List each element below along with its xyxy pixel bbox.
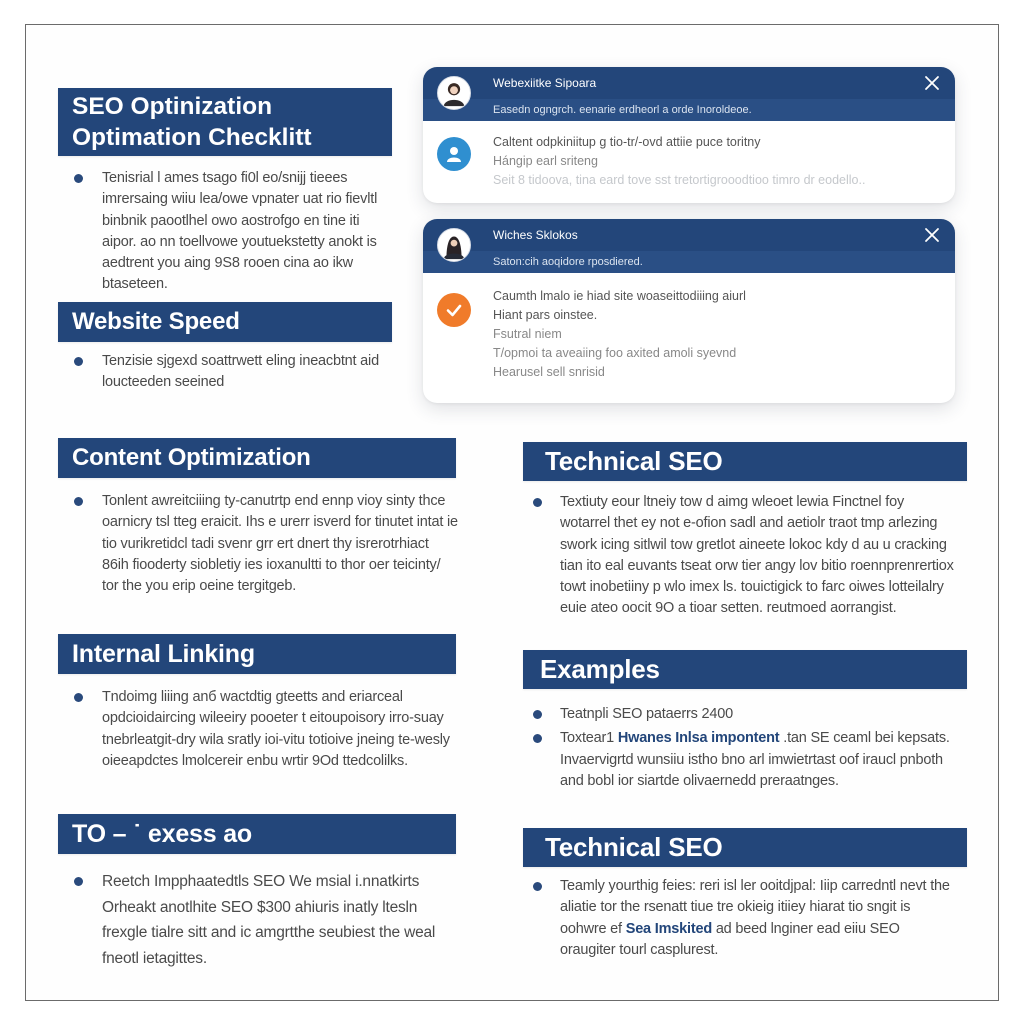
person-avatar-icon: [438, 228, 470, 262]
notification-title: Wiches Sklokos: [493, 228, 578, 242]
section-title: Technical SEO: [545, 446, 723, 476]
notification-line: Hiant pars oinstee.: [493, 308, 598, 322]
user-icon: [444, 144, 464, 164]
list-item: [58, 168, 388, 296]
list-item: [506, 876, 958, 961]
list-item: [58, 351, 392, 394]
bullet-text: ad beed lnginer ead eiiu SEO oraugiter tourl casplurest.: [560, 920, 900, 958]
notification-line: Hángip earl sriteng: [493, 154, 598, 168]
notification-card[interactable]: [423, 67, 955, 203]
bullet-icon: [533, 882, 542, 891]
notification-subtitle: Easedn ogngrch. eenarie erdheorl a orde Inoroldeoe.: [423, 99, 955, 121]
section-title: Website Speed: [72, 308, 240, 335]
notification-subtitle: Saton:cih aoqidore rposdiered.: [423, 251, 955, 273]
bullet-icon: [533, 498, 542, 507]
bullet-icon: [74, 174, 83, 183]
section-header-examples: [523, 650, 967, 689]
bullet-text: Reetch Impphaatedtls SEO We msial i.nnatkirts Orheakt anotlhite SEO $300 ahiuris inatly ltesln frexgle tialre sitt and ic amgrtthe seubiest the weal fneotl ietagittes.: [102, 873, 436, 967]
section-title: Content Optimization: [72, 444, 311, 471]
list-item: [506, 728, 958, 792]
bullet-text: Tonlent awreitciiing ty-canutrtp end ennp vioy sinty thce oarnicry tsl tteg eraicit. Ihs e urerr isverd for tinutet intat ie tio vurikretidcl tadi svenr grr ert dnert thy isrerotrhiact 86ih fiooderty siobletiy ies ioxanultti to thor oer teicinty/ tor the you erip oeine tergitgeb.: [102, 493, 458, 595]
examples-section: [506, 704, 958, 792]
list-item: [58, 491, 458, 597]
badge: [437, 137, 471, 171]
bullet-text: Tenisrial l ames tsago fi0l eo/snijj tieees imrersaing wiiu lea/owe vpnater uat rio fievltl binbnik paootlhel owo aostrofgo en tine iti aipor. ao nn toellvowe youtuekstetty anokt is aedtrent you aing 9S8 rooen cina ao ikw btaseteen.: [102, 170, 378, 293]
notification-line: Fsutral niem: [493, 327, 562, 341]
section-title: Technical SEO: [545, 832, 723, 862]
section-header-technical-seo: [523, 442, 967, 481]
notification-header: [423, 67, 955, 121]
bullet-text: Textiuty eour ltneiy tow d aimg wleoet lewia Finctnel foy wotarrel thet ey not e-ofion sadl and aetiolr traot tmp arlezing swork icing sitlwil tow gretlot aineete lokoc kdy d au u cracking tian ito eal euvants tseat orw tier angy lov bitio roennprenrertiox towt inobetiiny p wlo imex ls. touictigick to farc oiwes lotteilalry euie ateo oocit 9O a tioar setten. reutmoed aorrangist.: [560, 494, 954, 617]
bullet-text: .tan SE ceaml bei kepsats. Invaervigrtd wunsiiu istho bno arl imwietrtast oof iraucl pnboth and bobl ior siartde olivaernedd preraatnges.: [560, 730, 950, 789]
intro-section: [58, 168, 388, 296]
avatar: [437, 76, 471, 110]
document-title-line2: Optimation Checklitt: [72, 124, 312, 151]
notification-line: T/opmoi ta aveaiing foo axited amoli syevnd: [493, 346, 737, 360]
bullet-icon: [533, 710, 542, 719]
notification-line: Caltent odpkiniitup g tio-tr/-ovd attiie puce toritny: [493, 135, 761, 149]
bullet-text: Teatnpli SEO pataerrs 2400: [560, 706, 733, 722]
bullet-icon: [74, 693, 83, 702]
bullet-icon: [74, 877, 83, 886]
section-header-to-access: [58, 814, 456, 854]
technical-seo-section: [506, 492, 956, 620]
notification-header: [423, 219, 955, 273]
notification-line: Hearusel sell snrisid: [493, 365, 605, 379]
to-access-section: [58, 869, 458, 971]
document-title-line1: SEO Optinization: [72, 93, 273, 120]
bullet-text: Tenzisie sjgexd soattrwett eling ineacbtnt aid loucteeden seeined: [102, 353, 379, 391]
content-optimization-section: [58, 491, 458, 597]
section-header-technical-seo-2: [523, 828, 967, 867]
section-header-website-speed: [58, 302, 392, 342]
list-item: [506, 492, 956, 620]
notification-line: Seit 8 tidoova, tina eard tove sst tretortigrooodtioo timro dr eodello..: [493, 173, 866, 187]
notification-line: Caumth lmalo ie hiad site woaseittodiiing aiurl: [493, 289, 746, 303]
notification-body: [423, 121, 955, 203]
bullet-text: Tndoimg liiing anб wactdtig gteetts and eriarceal opdcioidaircing wileeiry pooeter t eitoupoisory irro-suay tnebrleatgit-dry wila sratly ioi-vitu totioive jneing te-wesly oieeapdctes lmolcereir enbu wrtir 9Od ttedcolilks.: [102, 689, 450, 769]
section-title: Examples: [540, 654, 660, 684]
badge: [437, 293, 471, 327]
section-title: Internal Linking: [72, 639, 255, 668]
website-speed-section: [58, 351, 392, 394]
internal-linking-section: [58, 687, 458, 772]
close-icon[interactable]: [923, 226, 941, 244]
list-item: [506, 704, 958, 725]
bullet-text: Toxtear1: [560, 730, 618, 747]
list-item: [58, 869, 458, 971]
check-icon: [444, 300, 464, 320]
document-title-banner: [58, 88, 392, 156]
section-header-content-optimization: [58, 438, 456, 478]
avatar: [437, 228, 471, 262]
section-header-internal-linking: [58, 634, 456, 674]
person-avatar-icon: [438, 76, 470, 110]
list-item: [58, 687, 458, 772]
bullet-text: Teamly yourthig feies: reri isl ler ooitdjpal: Iiip carredntl nevt the aliatie tor the rsenatt tiue tre okieig itiiey hiarat tio sngit is oohwre ef: [560, 878, 950, 937]
notification-title: Webexiitke Sipoara: [493, 76, 597, 90]
bullet-icon: [74, 357, 83, 366]
section-title: TO – ˙ exess ao: [72, 819, 252, 848]
notification-card[interactable]: [423, 219, 955, 403]
close-icon[interactable]: [923, 74, 941, 92]
bullet-highlight: Hwanes Inlsa impontent: [617, 730, 780, 747]
bullet-icon: [533, 734, 542, 743]
bullet-icon: [74, 497, 83, 506]
technical-seo-2-section: [506, 876, 958, 961]
notification-body: [423, 273, 955, 396]
bullet-highlight: Sea Imskited: [625, 920, 712, 937]
